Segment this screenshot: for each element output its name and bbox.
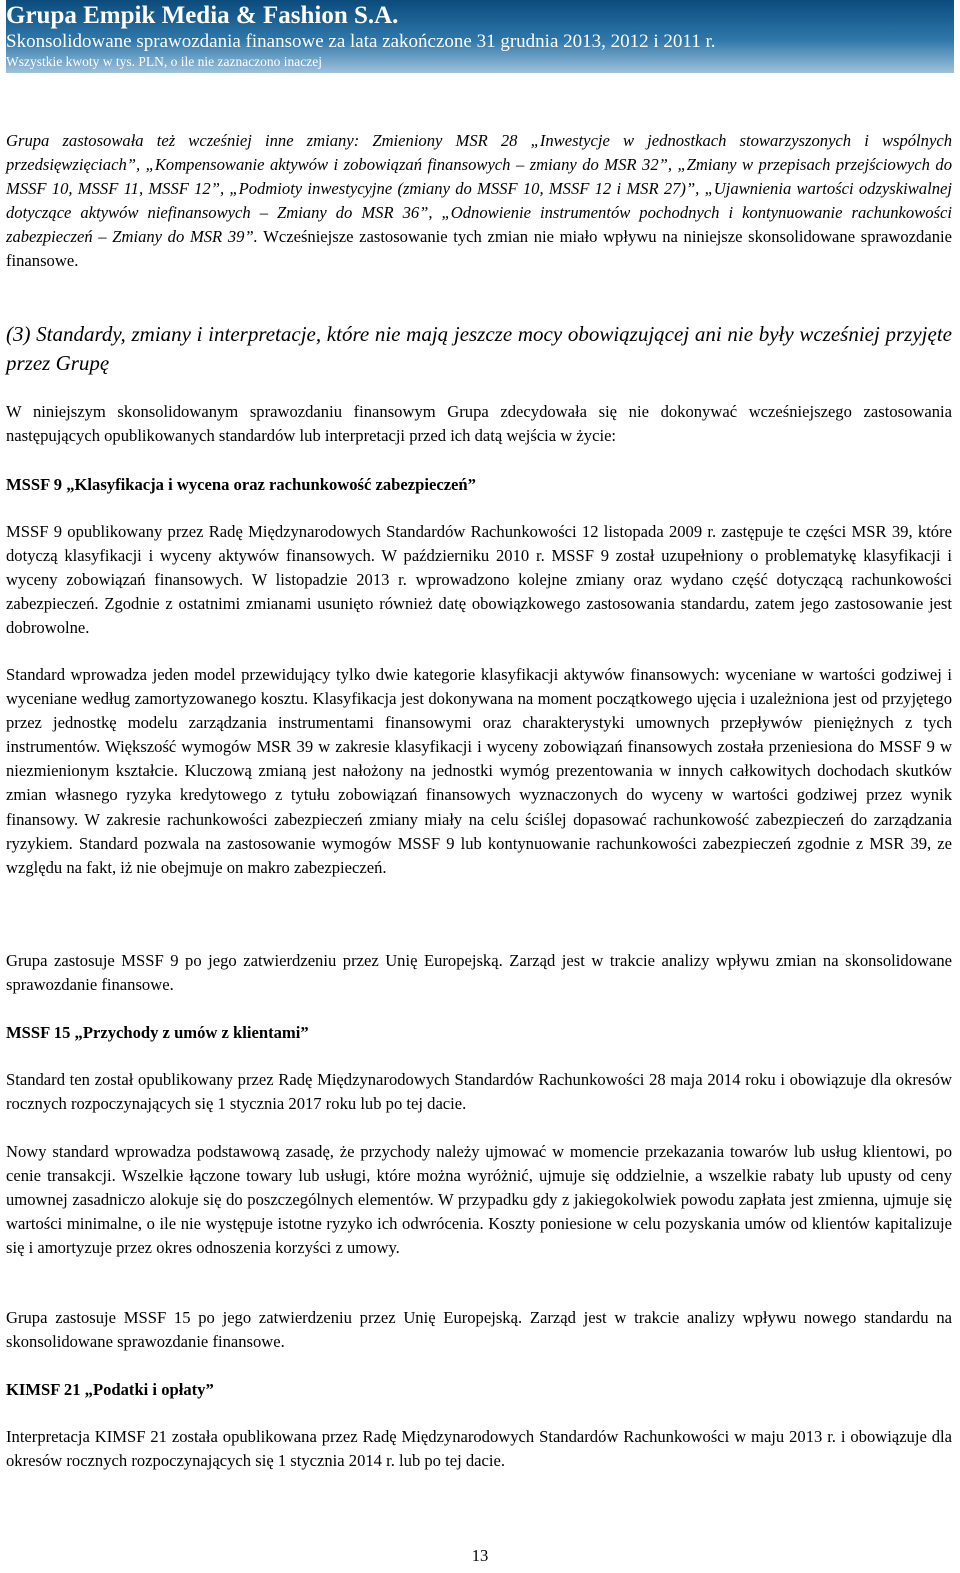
paragraph-earlier-amendments-tail: Wcześniejsze zastosowanie tych zmian nie miało wpływu na niniejsze skonsolidowane sprawozdanie finansowe.: [6, 227, 952, 271]
paragraph-mssf15-adoption: Grupa zastosuje MSSF 15 po jego zatwierdzeniu przez Unię Europejską. Zarząd jest w trakcie analizy wpływu nowego standardu na skonsolidowane sprawozdanie finansowe.: [6, 1308, 952, 1352]
currency-note: Wszystkie kwoty w tys. PLN, o ile nie zaznaczono inaczej: [6, 54, 323, 69]
heading-kimsf21: KIMSF 21 „Podatki i opłaty”: [6, 1380, 214, 1399]
paragraph-mssf9-publication: MSSF 9 opublikowany przez Radę Międzynarodowych Standardów Rachunkowości 12 listopada 2009 r. zastępuje te części MSR 39, które dotyczą klasyfikacji i wyceny aktywów finansowych. W październiku 2010 r. MSSF 9 został uzupełniony o problematykę klasyfikacji i wyceny zobowiązań finansowych. W listopadzie 2013 r. wprowadzono kolejne zmiany oraz wydano część dotyczącą rachunkowości zabezpieczeń. Zgodnie z ostatnimi zmianami usunięto również datę obowiązkowego zastosowania standardu, zatem jego zastosowanie jest dobrowolne.: [6, 522, 952, 638]
report-title: Skonsolidowane sprawozdania finansowe za lata zakończone 31 grudnia 2013, 2012 i 2011 r.: [6, 31, 716, 52]
company-name: Grupa Empik Media & Fashion S.A.: [6, 2, 399, 29]
paragraph-kimsf21: Interpretacja KIMSF 21 została opublikowana przez Radę Międzynarodowych Standardów Rachunkowości w maju 2013 r. i obowiązuje dla okresów rocznych rozpoczynających się 1 stycznia 2014 r. lub po tej dacie.: [6, 1427, 952, 1471]
section-heading-3: (3) Standardy, zmiany i interpretacje, które nie mają jeszcze mocy obowiązującej ani nie były wcześniej przyjęte przez Grupę: [6, 322, 952, 375]
paragraph-mssf15-principle: Nowy standard wprowadza podstawową zasadę, że przychody należy ujmować w momencie przekazania towarów lub usług klientowi, po cenie transakcji. Wszelkie łączone towary lub usługi, które można wyróżnić, ujmuje się oddzielnie, a wszelkie rabaty lub upusty od ceny umownej zasadniczo alokuje się do poszczególnych elementów. W przypadku gdy z jakiegokolwiek powodu zapłata jest zmienna, ujmuje się wartości minimalne, o ile nie występuje istotne ryzyko ich odwrócenia. Koszty poniesione w celu pozyskania umów od klientów kapitalizuje się i amortyzuje przez okres odnoszenia korzyści z umowy.: [6, 1142, 952, 1258]
paragraph-mssf15-publication: Standard ten został opublikowany przez Radę Międzynarodowych Standardów Rachunkowości 28 maja 2014 roku i obowiązuje dla okresów rocznych rozpoczynających się 1 stycznia 2017 roku lub po tej dacie.: [6, 1070, 952, 1114]
paragraph-mssf9-model: Standard wprowadza jeden model przewidujący tylko dwie kategorie klasyfikacji aktywów finansowych: wyceniane w wartości godziwej i wyceniane według zamortyzowanego kosztu. Klasyfikacja jest dokonywana na moment początkowego ujęcia i uzależniona jest od przyjętego przez jednostkę modelu zarządzania instrumentami finansowymi oraz charakterystyki umownych przepływów pieniężnych z tych instrumentów. Większość wymogów MSR 39 w zakresie klasyfikacji i wyceny zobowiązań finansowych została przeniesiona do MSSF 9 w niezmienionym kształcie. Kluczową zmianą jest nałożony na jednostki wymóg prezentowania w innych całkowitych dochodach skutków zmian własnego ryzyka kredytowego z tytułu zobowiązań finansowych wyznaczonych do wyceny w wartości godziwej przez wynik finansowy. W zakresie rachunkowości zabezpieczeń zmiany miały na celu ściślej dopasować rachunkowość zabezpieczeń do zarządzania ryzykiem. Standard pozwala na zastosowanie wymogów MSSF 9 lub kontynuowanie rachunkowości zabezpieczeń zgodnie z MSR 39, ze względu na fakt, iż nie obejmuje on makro zabezpieczeń.: [6, 665, 952, 877]
page-number: 13: [471, 1546, 489, 1565]
heading-mssf15: MSSF 15 „Przychody z umów z klientami”: [6, 1023, 309, 1042]
report-header-banner: [6, 0, 954, 73]
paragraph-earlier-amendments: [6, 129, 952, 274]
paragraph-not-adopted-intro: W niniejszym skonsolidowanym sprawozdaniu finansowym Grupa zdecydowała się nie dokonywać wcześniejszego zastosowania następujących opublikowanych standardów lub interpretacji przed ich datą wejścia w życie:: [6, 402, 952, 446]
heading-mssf9: MSSF 9 „Klasyfikacja i wycena oraz rachunkowość zabezpieczeń”: [6, 475, 476, 494]
paragraph-earlier-amendments-italic: Grupa zastosowała też wcześniej inne zmiany: Zmieniony MSR 28 „Inwestycje w jednostkach stowarzyszonych i wspólnych przedsięwzięciach”, „Kompensowanie aktywów i zobowiązań finansowych – zmiany do MSR 32”, „Zmiany w przepisach przejściowych do MSSF 10, MSSF 11, MSSF 12”, „Podmioty inwestycyjne (zmiany do MSSF 10, MSSF 12 i MSR 27)”, „Ujawnienia wartości odzyskiwalnej dotyczące aktywów niefinansowych – Zmiany do MSR 36”, „Odnowienie instrumentów pochodnych i kontynuowanie rachunkowości zabezpieczeń – Zmiany do MSR 39”.: [6, 131, 952, 247]
paragraph-mssf9-adoption: Grupa zastosuje MSSF 9 po jego zatwierdzeniu przez Unię Europejską. Zarząd jest w trakcie analizy wpływu zmian na skonsolidowane sprawozdanie finansowe.: [6, 951, 952, 995]
